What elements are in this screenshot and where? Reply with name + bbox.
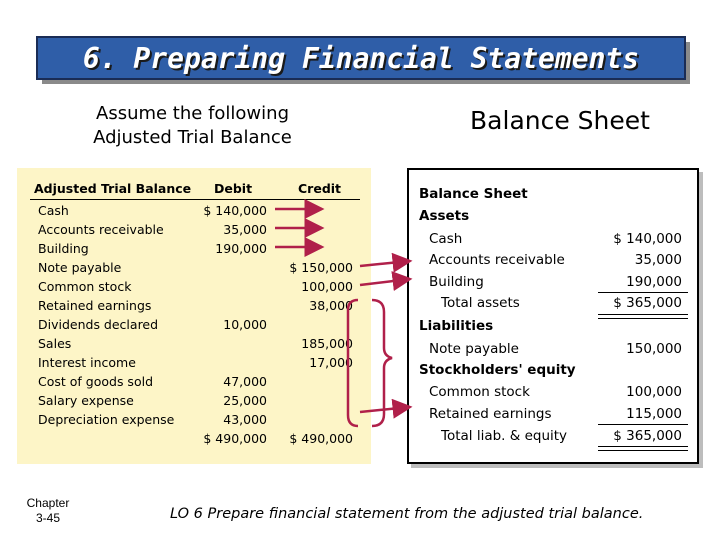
tb-account: Salary expense	[38, 393, 134, 408]
tb-account: Accounts receivable	[38, 222, 164, 237]
tb-header-credit: Credit	[298, 181, 342, 196]
tb-credit: 100,000	[301, 279, 353, 294]
tb-header-debit: Debit	[214, 181, 253, 196]
bs-total-assets-label: Total assets	[441, 295, 520, 311]
bracket-retained-earnings-left	[348, 300, 358, 426]
bs-asset-amount: 190,000	[626, 274, 682, 290]
tb-debit: 43,000	[223, 412, 267, 427]
tb-account: Depreciation expense	[38, 412, 175, 427]
intro-line-2: Adjusted Trial Balance	[93, 127, 292, 148]
tb-total-debit: $ 490,000	[203, 431, 267, 446]
bs-total-liab-equity-amount: $ 365,000	[613, 428, 682, 444]
chapter-label	[20, 496, 76, 526]
bs-assets-label: Assets	[419, 208, 470, 224]
bs-asset-amount: 35,000	[634, 252, 682, 268]
tb-credit: 38,000	[309, 298, 353, 313]
arrow-note-payable	[360, 261, 410, 266]
tb-account: Note payable	[38, 260, 122, 275]
tb-account: Cost of goods sold	[38, 374, 154, 389]
slide-title: 6. Preparing Financial Statements	[82, 41, 640, 75]
tb-header-account: Adjusted Trial Balance	[34, 181, 192, 196]
tb-account: Dividends declared	[38, 317, 159, 332]
bs-equity-item-amount: 115,000	[626, 406, 682, 422]
chapter-text: Chapter	[26, 496, 70, 510]
bs-asset-label: Cash	[429, 231, 463, 247]
bs-liability-amount: 150,000	[626, 341, 682, 357]
page-number: 3-45	[35, 511, 61, 525]
tb-account: Sales	[38, 336, 72, 351]
bs-total-liab-equity-label: Total liab. & equity	[441, 428, 568, 444]
arrow-common-stock	[360, 279, 410, 285]
bs-total-assets-amount: $ 365,000	[613, 295, 682, 311]
tb-account: Cash	[38, 203, 69, 218]
tb-account: Building	[38, 241, 89, 256]
bs-equity-label: Stockholders' equity	[419, 362, 576, 378]
bs-equity-item-label: Common stock	[429, 384, 530, 400]
bs-title: Balance Sheet	[419, 186, 528, 202]
tb-account: Common stock	[38, 279, 132, 294]
balance-sheet-heading: Balance Sheet	[470, 106, 650, 135]
tb-account: Retained earnings	[38, 298, 152, 313]
tb-debit: $ 140,000	[203, 203, 267, 218]
bs-equity-item-label: Retained earnings	[429, 406, 552, 422]
tb-account: Interest income	[38, 355, 136, 370]
tb-credit: 185,000	[301, 336, 353, 351]
bs-asset-label: Building	[429, 274, 484, 290]
tb-credit: $ 150,000	[289, 260, 353, 275]
bs-liability-label: Note payable	[429, 341, 519, 357]
tb-debit: 190,000	[215, 241, 267, 256]
brace-retained-earnings-right	[372, 300, 392, 426]
tb-total-credit: $ 490,000	[289, 431, 353, 446]
tb-debit: 35,000	[223, 222, 267, 237]
bs-asset-label: Accounts receivable	[429, 252, 565, 268]
tb-debit: 10,000	[223, 317, 267, 332]
learning-objective: LO 6 Prepare financial statement from the adjusted trial balance.	[170, 506, 644, 522]
bs-liabilities-label: Liabilities	[419, 318, 494, 334]
bs-equity-item-amount: 100,000	[626, 384, 682, 400]
bs-asset-amount: $ 140,000	[613, 231, 682, 247]
intro-line-1: Assume the following	[96, 103, 289, 124]
tb-credit: 17,000	[309, 355, 353, 370]
tb-debit: 47,000	[223, 374, 267, 389]
tb-debit: 25,000	[223, 393, 267, 408]
